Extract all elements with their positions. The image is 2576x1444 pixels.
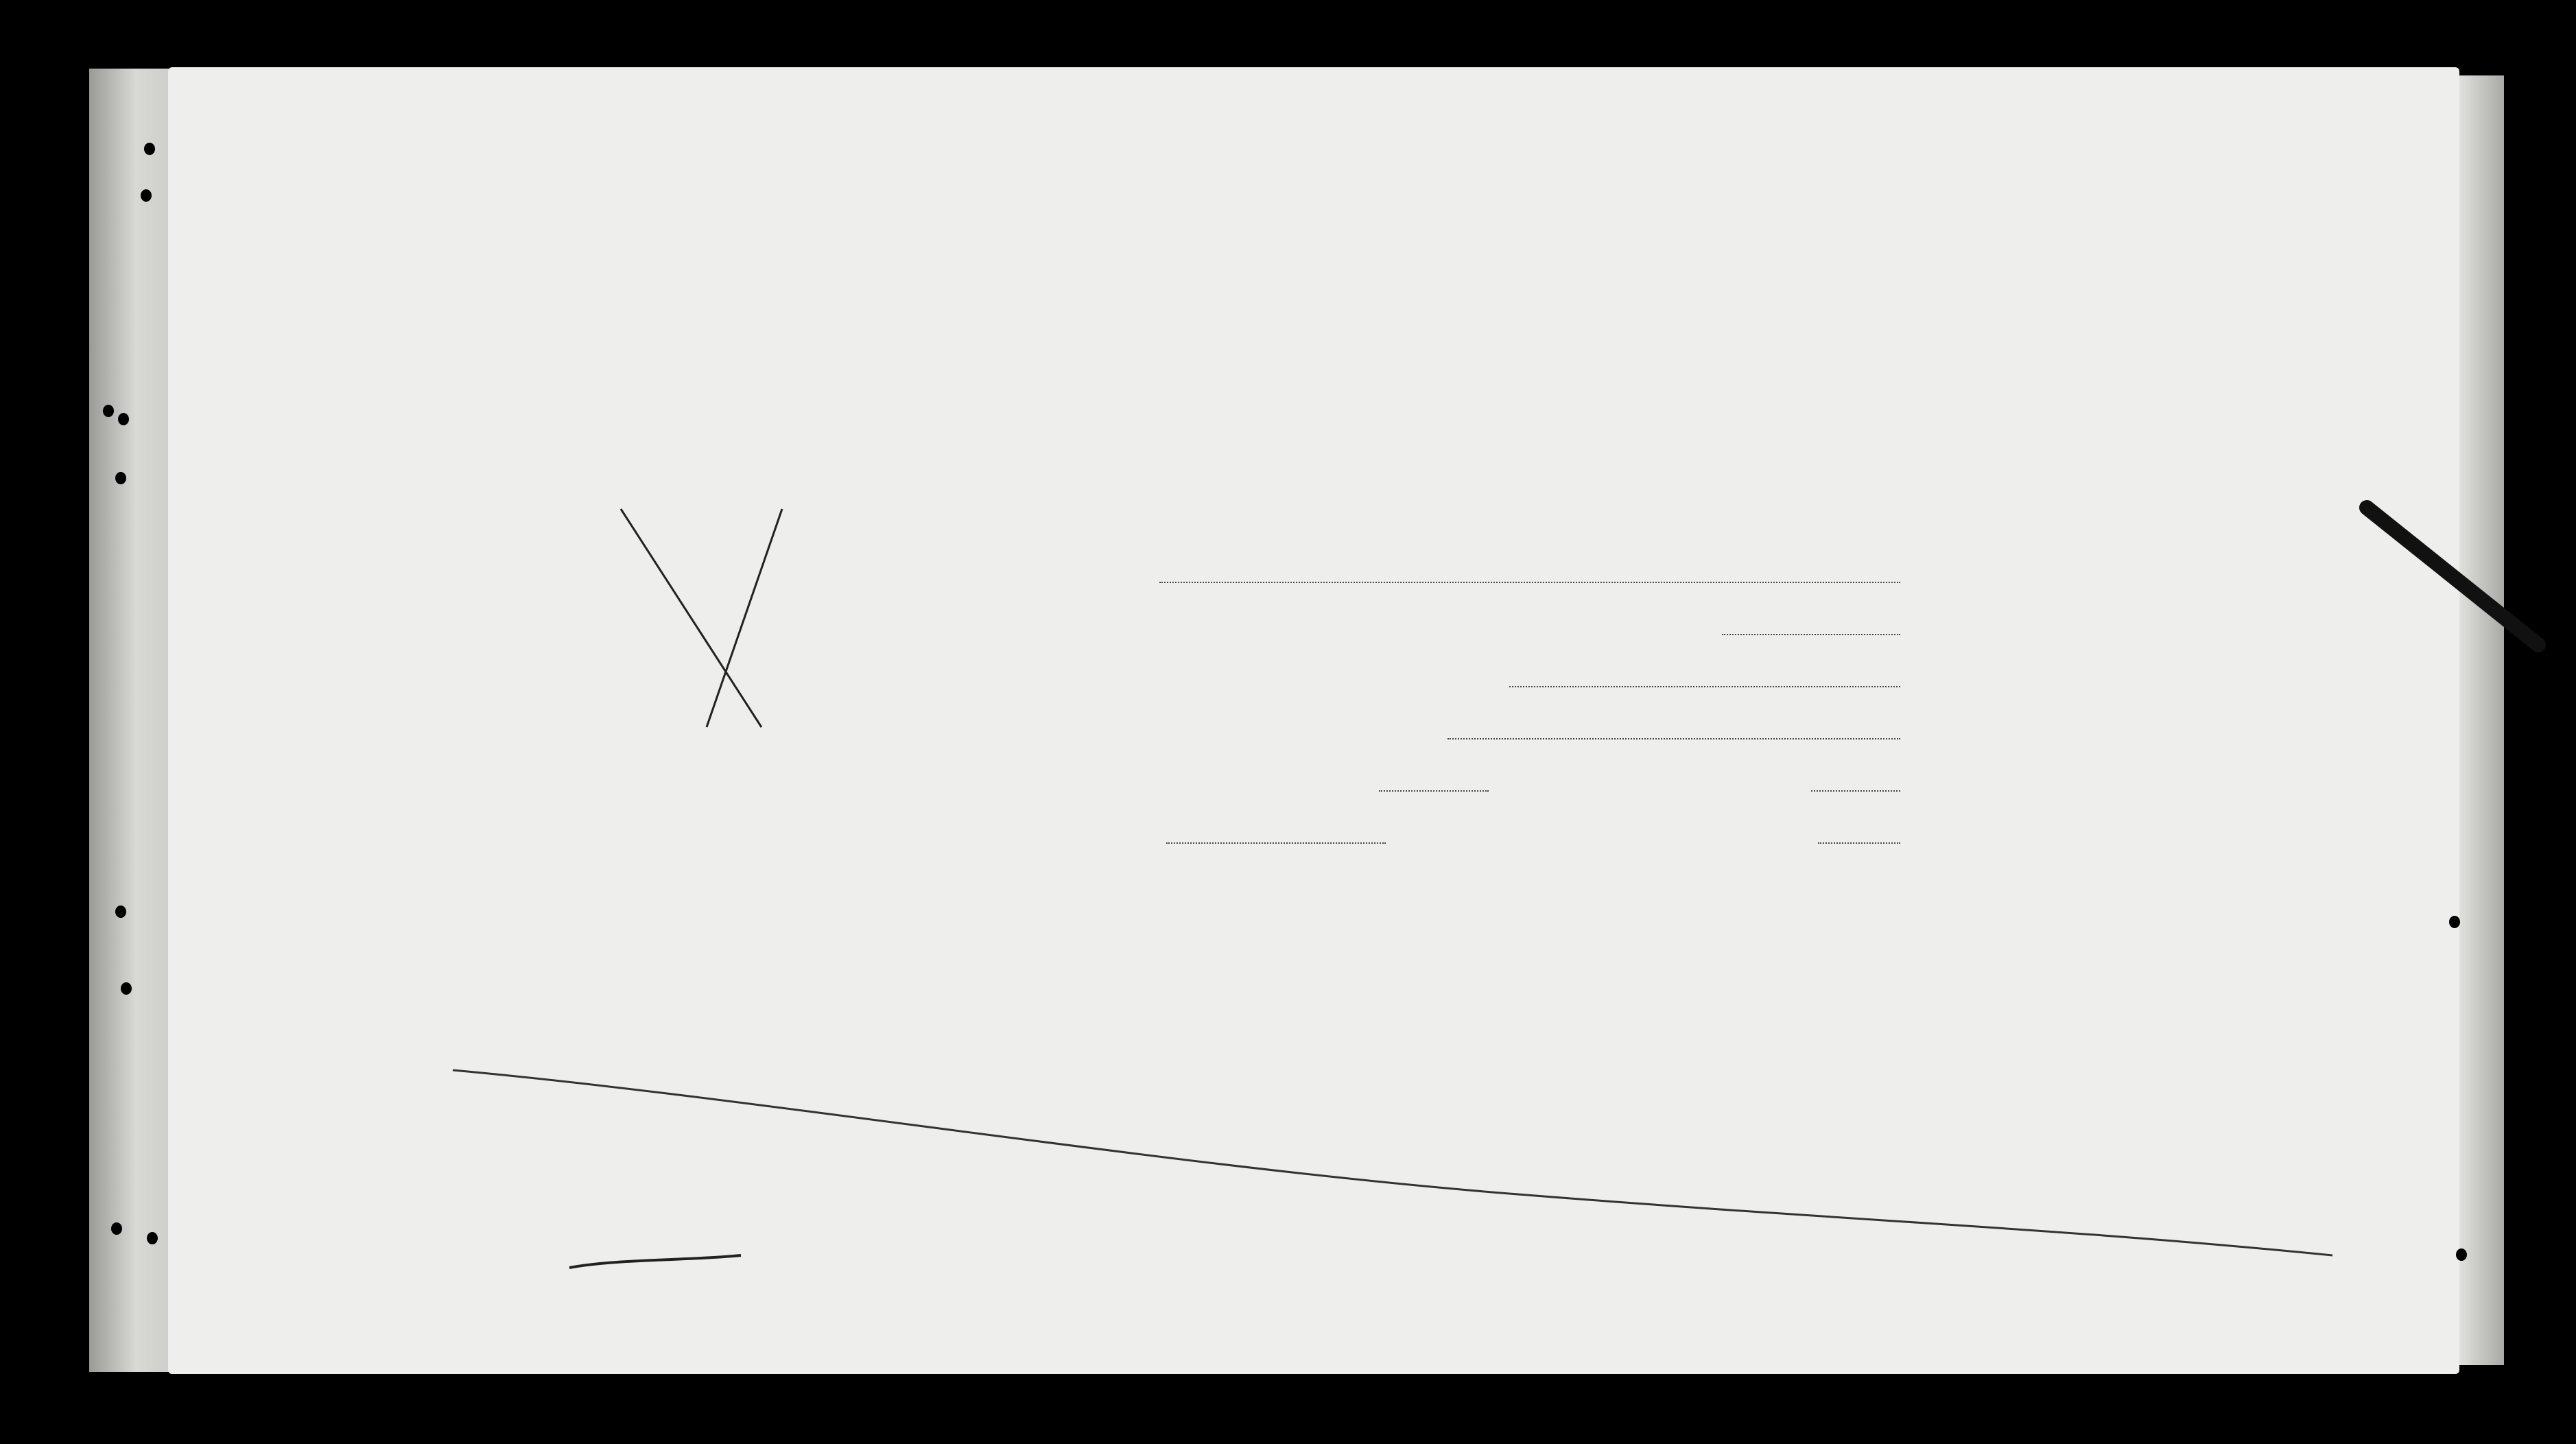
answer-line xyxy=(1722,634,1900,635)
answer-line xyxy=(1818,842,1900,844)
answer-line xyxy=(1811,790,1900,792)
answer-line xyxy=(1159,582,1900,583)
answer-line xyxy=(1166,842,1386,844)
answer-line xyxy=(1509,686,1900,687)
answer-line xyxy=(1447,738,1900,739)
answer-line xyxy=(1379,790,1489,792)
